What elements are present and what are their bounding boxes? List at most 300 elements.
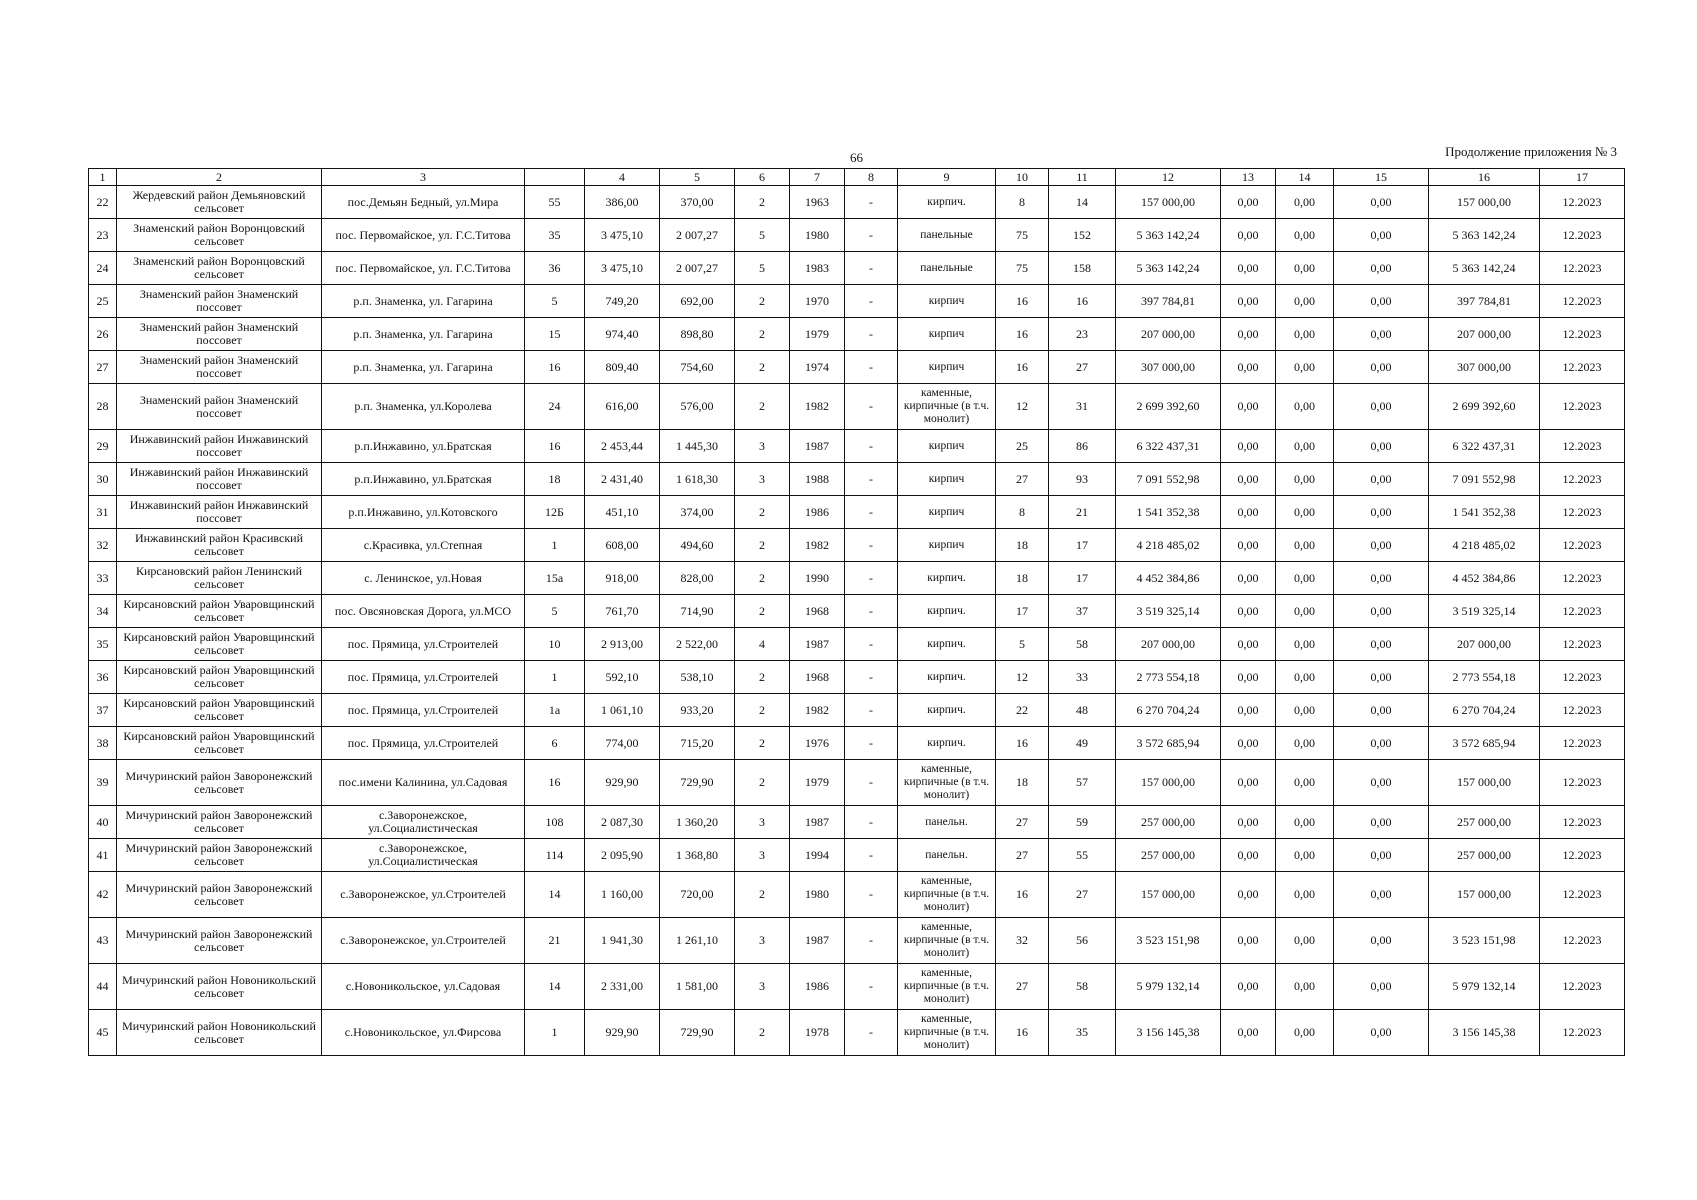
cell-col-2: Инжавинский район Красивский сельсовет	[117, 529, 322, 562]
cell-col-8: 1979	[790, 760, 845, 806]
cell-col-5: 809,40	[585, 351, 660, 384]
cell-col-10: каменные, кирпичные (в т.ч. монолит)	[898, 760, 996, 806]
cell-col-16: 0,00	[1334, 964, 1429, 1010]
cell-col-5: 929,90	[585, 760, 660, 806]
cell-col-2: Мичуринский район Новоникольский сельсовет	[117, 964, 322, 1010]
cell-col-7: 3	[735, 430, 790, 463]
cell-col-8: 1978	[790, 1010, 845, 1056]
cell-col-3: р.п.Инжавино, ул.Братская	[322, 430, 525, 463]
table-row	[89, 694, 1625, 727]
column-header-10: 9	[898, 169, 996, 186]
cell-col-4: 1	[525, 1010, 585, 1056]
cell-col-10: кирпич.	[898, 694, 996, 727]
cell-col-6: 374,00	[660, 496, 735, 529]
cell-col-7: 2	[735, 285, 790, 318]
cell-col-5: 761,70	[585, 595, 660, 628]
cell-col-5: 592,10	[585, 661, 660, 694]
cell-col-1: 39	[89, 760, 117, 806]
cell-col-17: 3 156 145,38	[1429, 1010, 1540, 1056]
cell-col-6: 692,00	[660, 285, 735, 318]
cell-col-7: 3	[735, 918, 790, 964]
cell-col-14: 0,00	[1221, 694, 1276, 727]
cell-col-1: 31	[89, 496, 117, 529]
cell-col-6: 1 368,80	[660, 839, 735, 872]
cell-col-11: 8	[996, 186, 1049, 219]
table-row	[89, 285, 1625, 318]
cell-col-9: -	[845, 694, 898, 727]
cell-col-5: 2 087,30	[585, 806, 660, 839]
cell-col-8: 1986	[790, 964, 845, 1010]
cell-col-3: с.Заворонежское, ул.Строителей	[322, 918, 525, 964]
cell-col-6: 729,90	[660, 760, 735, 806]
table-row	[89, 760, 1625, 806]
cell-col-7: 5	[735, 219, 790, 252]
cell-col-11: 8	[996, 496, 1049, 529]
table-row	[89, 384, 1625, 430]
cell-col-6: 714,90	[660, 595, 735, 628]
cell-col-3: с.Заворонежское, ул.Социалистическая	[322, 839, 525, 872]
cell-col-18: 12.2023	[1540, 628, 1625, 661]
cell-col-10: кирпич	[898, 430, 996, 463]
cell-col-1: 23	[89, 219, 117, 252]
cell-col-9: -	[845, 529, 898, 562]
cell-col-8: 1982	[790, 529, 845, 562]
cell-col-15: 0,00	[1276, 463, 1334, 496]
cell-col-18: 12.2023	[1540, 252, 1625, 285]
cell-col-17: 157 000,00	[1429, 760, 1540, 806]
table-row	[89, 661, 1625, 694]
cell-col-7: 2	[735, 595, 790, 628]
cell-col-8: 1987	[790, 806, 845, 839]
cell-col-11: 27	[996, 806, 1049, 839]
cell-col-13: 157 000,00	[1116, 760, 1221, 806]
cell-col-5: 1 061,10	[585, 694, 660, 727]
cell-col-11: 16	[996, 285, 1049, 318]
cell-col-1: 41	[89, 839, 117, 872]
page-number: 66	[850, 150, 863, 165]
cell-col-2: Знаменский район Воронцовский сельсовет	[117, 219, 322, 252]
cell-col-13: 397 784,81	[1116, 285, 1221, 318]
cell-col-6: 1 360,20	[660, 806, 735, 839]
cell-col-3: пос. Прямица, ул.Строителей	[322, 661, 525, 694]
cell-col-18: 12.2023	[1540, 806, 1625, 839]
cell-col-5: 774,00	[585, 727, 660, 760]
cell-col-1: 36	[89, 661, 117, 694]
cell-col-1: 35	[89, 628, 117, 661]
cell-col-15: 0,00	[1276, 186, 1334, 219]
cell-col-4: 16	[525, 760, 585, 806]
cell-col-2: Кирсановский район Уваровщинский сельсовет	[117, 727, 322, 760]
cell-col-5: 2 453,44	[585, 430, 660, 463]
table-row	[89, 186, 1625, 219]
cell-col-3: р.п. Знаменка, ул. Гагарина	[322, 351, 525, 384]
cell-col-13: 3 519 325,14	[1116, 595, 1221, 628]
cell-col-4: 5	[525, 595, 585, 628]
cell-col-14: 0,00	[1221, 252, 1276, 285]
cell-col-6: 898,80	[660, 318, 735, 351]
cell-col-3: р.п.Инжавино, ул.Котовского	[322, 496, 525, 529]
table-row	[89, 806, 1625, 839]
cell-col-15: 0,00	[1276, 496, 1334, 529]
cell-col-18: 12.2023	[1540, 727, 1625, 760]
cell-col-6: 1 618,30	[660, 463, 735, 496]
cell-col-16: 0,00	[1334, 463, 1429, 496]
cell-col-16: 0,00	[1334, 727, 1429, 760]
cell-col-1: 45	[89, 1010, 117, 1056]
cell-col-4: 24	[525, 384, 585, 430]
cell-col-12: 33	[1049, 661, 1116, 694]
cell-col-11: 18	[996, 562, 1049, 595]
column-header-4	[525, 169, 585, 186]
table-row	[89, 1010, 1625, 1056]
cell-col-5: 451,10	[585, 496, 660, 529]
cell-col-3: пос. Прямица, ул.Строителей	[322, 628, 525, 661]
cell-col-18: 12.2023	[1540, 694, 1625, 727]
cell-col-12: 27	[1049, 351, 1116, 384]
cell-col-7: 2	[735, 496, 790, 529]
cell-col-11: 75	[996, 252, 1049, 285]
cell-col-8: 1987	[790, 430, 845, 463]
cell-col-11: 16	[996, 872, 1049, 918]
cell-col-16: 0,00	[1334, 252, 1429, 285]
cell-col-16: 0,00	[1334, 186, 1429, 219]
cell-col-1: 34	[89, 595, 117, 628]
cell-col-14: 0,00	[1221, 628, 1276, 661]
cell-col-10: панельные	[898, 219, 996, 252]
cell-col-12: 58	[1049, 628, 1116, 661]
cell-col-10: кирпич	[898, 351, 996, 384]
cell-col-18: 12.2023	[1540, 562, 1625, 595]
cell-col-6: 576,00	[660, 384, 735, 430]
cell-col-4: 55	[525, 186, 585, 219]
table-row	[89, 496, 1625, 529]
cell-col-17: 257 000,00	[1429, 839, 1540, 872]
cell-col-17: 5 363 142,24	[1429, 252, 1540, 285]
table-row	[89, 351, 1625, 384]
cell-col-1: 43	[89, 918, 117, 964]
cell-col-2: Знаменский район Знаменский поссовет	[117, 285, 322, 318]
cell-col-9: -	[845, 252, 898, 285]
cell-col-8: 1983	[790, 252, 845, 285]
cell-col-15: 0,00	[1276, 839, 1334, 872]
cell-col-15: 0,00	[1276, 628, 1334, 661]
cell-col-2: Знаменский район Воронцовский сельсовет	[117, 252, 322, 285]
cell-col-12: 152	[1049, 219, 1116, 252]
cell-col-2: Знаменский район Знаменский поссовет	[117, 318, 322, 351]
cell-col-6: 720,00	[660, 872, 735, 918]
cell-col-12: 17	[1049, 529, 1116, 562]
cell-col-3: пос. Прямица, ул.Строителей	[322, 694, 525, 727]
cell-col-15: 0,00	[1276, 285, 1334, 318]
cell-col-18: 12.2023	[1540, 219, 1625, 252]
cell-col-1: 22	[89, 186, 117, 219]
cell-col-14: 0,00	[1221, 186, 1276, 219]
cell-col-4: 1	[525, 661, 585, 694]
column-header-14: 13	[1221, 169, 1276, 186]
cell-col-16: 0,00	[1334, 285, 1429, 318]
cell-col-6: 729,90	[660, 1010, 735, 1056]
cell-col-3: с.Новоникольское, ул.Садовая	[322, 964, 525, 1010]
cell-col-12: 59	[1049, 806, 1116, 839]
table-row	[89, 318, 1625, 351]
cell-col-2: Кирсановский район Уваровщинский сельсовет	[117, 694, 322, 727]
cell-col-10: каменные, кирпичные (в т.ч. монолит)	[898, 918, 996, 964]
cell-col-18: 12.2023	[1540, 872, 1625, 918]
cell-col-10: кирпич.	[898, 186, 996, 219]
cell-col-8: 1963	[790, 186, 845, 219]
table-row	[89, 562, 1625, 595]
cell-col-7: 2	[735, 384, 790, 430]
cell-col-15: 0,00	[1276, 318, 1334, 351]
cell-col-17: 4 452 384,86	[1429, 562, 1540, 595]
cell-col-7: 2	[735, 318, 790, 351]
cell-col-8: 1994	[790, 839, 845, 872]
cell-col-15: 0,00	[1276, 384, 1334, 430]
cell-col-7: 2	[735, 351, 790, 384]
cell-col-5: 929,90	[585, 1010, 660, 1056]
cell-col-18: 12.2023	[1540, 318, 1625, 351]
cell-col-16: 0,00	[1334, 628, 1429, 661]
cell-col-17: 4 218 485,02	[1429, 529, 1540, 562]
cell-col-3: пос. Овсяновская Дорога, ул.МСО	[322, 595, 525, 628]
cell-col-1: 29	[89, 430, 117, 463]
cell-col-13: 7 091 552,98	[1116, 463, 1221, 496]
cell-col-5: 386,00	[585, 186, 660, 219]
cell-col-3: р.п. Знаменка, ул. Гагарина	[322, 318, 525, 351]
cell-col-10: каменные, кирпичные (в т.ч. монолит)	[898, 1010, 996, 1056]
cell-col-8: 1987	[790, 918, 845, 964]
cell-col-18: 12.2023	[1540, 964, 1625, 1010]
cell-col-8: 1980	[790, 872, 845, 918]
cell-col-2: Мичуринский район Заворонежский сельсовет	[117, 839, 322, 872]
cell-col-2: Инжавинский район Инжавинский поссовет	[117, 496, 322, 529]
cell-col-18: 12.2023	[1540, 760, 1625, 806]
housing-table	[88, 168, 1625, 1056]
cell-col-18: 12.2023	[1540, 1010, 1625, 1056]
cell-col-10: кирпич	[898, 463, 996, 496]
cell-col-3: пос. Прямица, ул.Строителей	[322, 727, 525, 760]
cell-col-1: 28	[89, 384, 117, 430]
cell-col-17: 6 322 437,31	[1429, 430, 1540, 463]
cell-col-6: 1 445,30	[660, 430, 735, 463]
cell-col-4: 14	[525, 872, 585, 918]
cell-col-13: 207 000,00	[1116, 628, 1221, 661]
cell-col-18: 12.2023	[1540, 186, 1625, 219]
cell-col-4: 1а	[525, 694, 585, 727]
cell-col-2: Кирсановский район Уваровщинский сельсовет	[117, 628, 322, 661]
table-row	[89, 529, 1625, 562]
cell-col-3: с. Ленинское, ул.Новая	[322, 562, 525, 595]
column-header-5: 4	[585, 169, 660, 186]
cell-col-12: 14	[1049, 186, 1116, 219]
cell-col-17: 157 000,00	[1429, 186, 1540, 219]
cell-col-5: 616,00	[585, 384, 660, 430]
cell-col-1: 37	[89, 694, 117, 727]
cell-col-17: 3 519 325,14	[1429, 595, 1540, 628]
cell-col-9: -	[845, 760, 898, 806]
table-row	[89, 628, 1625, 661]
cell-col-7: 3	[735, 839, 790, 872]
table-row	[89, 430, 1625, 463]
cell-col-6: 1 261,10	[660, 918, 735, 964]
cell-col-3: пос.имени Калинина, ул.Садовая	[322, 760, 525, 806]
cell-col-9: -	[845, 595, 898, 628]
cell-col-15: 0,00	[1276, 562, 1334, 595]
cell-col-4: 108	[525, 806, 585, 839]
cell-col-9: -	[845, 872, 898, 918]
cell-col-8: 1982	[790, 694, 845, 727]
cell-col-9: -	[845, 351, 898, 384]
cell-col-3: с.Красивка, ул.Степная	[322, 529, 525, 562]
cell-col-10: панельн.	[898, 839, 996, 872]
column-header-16: 15	[1334, 169, 1429, 186]
cell-col-13: 4 452 384,86	[1116, 562, 1221, 595]
cell-col-10: кирпич.	[898, 628, 996, 661]
cell-col-12: 16	[1049, 285, 1116, 318]
cell-col-18: 12.2023	[1540, 384, 1625, 430]
cell-col-4: 5	[525, 285, 585, 318]
cell-col-12: 21	[1049, 496, 1116, 529]
cell-col-10: каменные, кирпичные (в т.ч. монолит)	[898, 964, 996, 1010]
cell-col-17: 257 000,00	[1429, 806, 1540, 839]
cell-col-6: 754,60	[660, 351, 735, 384]
cell-col-7: 5	[735, 252, 790, 285]
cell-col-1: 27	[89, 351, 117, 384]
cell-col-9: -	[845, 496, 898, 529]
cell-col-7: 4	[735, 628, 790, 661]
cell-col-16: 0,00	[1334, 918, 1429, 964]
cell-col-3: пос. Первомайское, ул. Г.С.Титова	[322, 219, 525, 252]
cell-col-14: 0,00	[1221, 918, 1276, 964]
cell-col-10: кирпич.	[898, 562, 996, 595]
table-row	[89, 839, 1625, 872]
cell-col-5: 2 331,00	[585, 964, 660, 1010]
cell-col-12: 58	[1049, 964, 1116, 1010]
cell-col-15: 0,00	[1276, 1010, 1334, 1056]
cell-col-8: 1988	[790, 463, 845, 496]
cell-col-18: 12.2023	[1540, 351, 1625, 384]
cell-col-4: 35	[525, 219, 585, 252]
cell-col-13: 2 699 392,60	[1116, 384, 1221, 430]
cell-col-6: 828,00	[660, 562, 735, 595]
cell-col-17: 157 000,00	[1429, 872, 1540, 918]
column-header-6: 5	[660, 169, 735, 186]
cell-col-7: 2	[735, 186, 790, 219]
cell-col-9: -	[845, 463, 898, 496]
cell-col-7: 2	[735, 1010, 790, 1056]
cell-col-14: 0,00	[1221, 219, 1276, 252]
cell-col-4: 15а	[525, 562, 585, 595]
cell-col-13: 207 000,00	[1116, 318, 1221, 351]
cell-col-17: 207 000,00	[1429, 628, 1540, 661]
cell-col-4: 1	[525, 529, 585, 562]
cell-col-3: с.Новоникольское, ул.Фирсова	[322, 1010, 525, 1056]
cell-col-14: 0,00	[1221, 496, 1276, 529]
cell-col-6: 2 007,27	[660, 252, 735, 285]
cell-col-4: 16	[525, 351, 585, 384]
cell-col-8: 1980	[790, 219, 845, 252]
cell-col-17: 7 091 552,98	[1429, 463, 1540, 496]
cell-col-2: Мичуринский район Заворонежский сельсовет	[117, 806, 322, 839]
cell-col-12: 56	[1049, 918, 1116, 964]
cell-col-1: 33	[89, 562, 117, 595]
cell-col-18: 12.2023	[1540, 661, 1625, 694]
cell-col-14: 0,00	[1221, 285, 1276, 318]
cell-col-10: кирпич	[898, 529, 996, 562]
cell-col-11: 17	[996, 595, 1049, 628]
cell-col-17: 397 784,81	[1429, 285, 1540, 318]
cell-col-15: 0,00	[1276, 727, 1334, 760]
cell-col-13: 3 523 151,98	[1116, 918, 1221, 964]
cell-col-7: 2	[735, 562, 790, 595]
cell-col-1: 26	[89, 318, 117, 351]
cell-col-6: 1 581,00	[660, 964, 735, 1010]
cell-col-7: 3	[735, 964, 790, 1010]
cell-col-5: 918,00	[585, 562, 660, 595]
column-header-17: 16	[1429, 169, 1540, 186]
cell-col-4: 21	[525, 918, 585, 964]
cell-col-6: 370,00	[660, 186, 735, 219]
cell-col-2: Кирсановский район Ленинский сельсовет	[117, 562, 322, 595]
cell-col-13: 257 000,00	[1116, 839, 1221, 872]
cell-col-12: 37	[1049, 595, 1116, 628]
cell-col-6: 715,20	[660, 727, 735, 760]
cell-col-8: 1968	[790, 661, 845, 694]
cell-col-6: 2 522,00	[660, 628, 735, 661]
cell-col-12: 48	[1049, 694, 1116, 727]
cell-col-5: 3 475,10	[585, 219, 660, 252]
cell-col-4: 36	[525, 252, 585, 285]
cell-col-14: 0,00	[1221, 562, 1276, 595]
cell-col-14: 0,00	[1221, 760, 1276, 806]
cell-col-14: 0,00	[1221, 384, 1276, 430]
cell-col-16: 0,00	[1334, 318, 1429, 351]
cell-col-13: 6 322 437,31	[1116, 430, 1221, 463]
cell-col-10: кирпич	[898, 285, 996, 318]
table-row	[89, 964, 1625, 1010]
cell-col-14: 0,00	[1221, 727, 1276, 760]
cell-col-12: 57	[1049, 760, 1116, 806]
cell-col-14: 0,00	[1221, 1010, 1276, 1056]
cell-col-10: панельн.	[898, 806, 996, 839]
cell-col-1: 25	[89, 285, 117, 318]
cell-col-2: Инжавинский район Инжавинский поссовет	[117, 430, 322, 463]
cell-col-4: 6	[525, 727, 585, 760]
cell-col-4: 10	[525, 628, 585, 661]
cell-col-9: -	[845, 806, 898, 839]
cell-col-4: 15	[525, 318, 585, 351]
cell-col-7: 2	[735, 760, 790, 806]
cell-col-8: 1986	[790, 496, 845, 529]
cell-col-15: 0,00	[1276, 252, 1334, 285]
cell-col-15: 0,00	[1276, 661, 1334, 694]
cell-col-10: кирпич.	[898, 661, 996, 694]
cell-col-2: Инжавинский район Инжавинский поссовет	[117, 463, 322, 496]
cell-col-12: 158	[1049, 252, 1116, 285]
table-row	[89, 463, 1625, 496]
cell-col-13: 5 363 142,24	[1116, 252, 1221, 285]
cell-col-5: 974,40	[585, 318, 660, 351]
cell-col-11: 75	[996, 219, 1049, 252]
cell-col-16: 0,00	[1334, 496, 1429, 529]
cell-col-5: 608,00	[585, 529, 660, 562]
cell-col-4: 16	[525, 430, 585, 463]
cell-col-18: 12.2023	[1540, 496, 1625, 529]
cell-col-10: кирпич.	[898, 727, 996, 760]
cell-col-2: Мичуринский район Заворонежский сельсовет	[117, 760, 322, 806]
cell-col-3: р.п. Знаменка, ул. Гагарина	[322, 285, 525, 318]
cell-col-16: 0,00	[1334, 760, 1429, 806]
